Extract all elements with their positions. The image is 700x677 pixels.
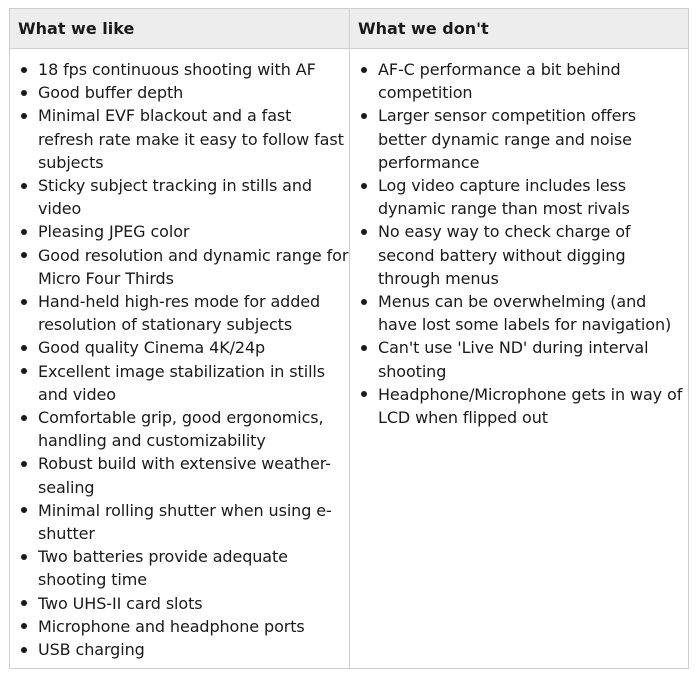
list-item: Minimal rolling shutter when using e-shutter xyxy=(38,499,349,545)
list-item: Sticky subject tracking in stills and video xyxy=(38,174,349,220)
list-item: Good quality Cinema 4K/24p xyxy=(38,336,349,359)
list-item: Robust build with extensive weather-sealing xyxy=(38,452,349,498)
likes-cell xyxy=(10,49,350,668)
list-item: Excellent image stabilization in stills and video xyxy=(38,360,349,406)
list-item: No easy way to check charge of second battery without digging through menus xyxy=(378,220,688,290)
list-item: Log video capture includes less dynamic range than most rivals xyxy=(378,174,688,220)
pros-cons-table xyxy=(9,8,689,669)
likes-list xyxy=(10,58,349,661)
likes-header: What we like xyxy=(10,9,350,49)
list-item: Hand-held high-res mode for added resolution of stationary subjects xyxy=(38,290,349,336)
list-item: Pleasing JPEG color xyxy=(38,220,349,243)
list-item: 18 fps continuous shooting with AF xyxy=(38,58,349,81)
dislikes-header: What we don't xyxy=(350,9,688,49)
dislikes-list xyxy=(350,58,688,429)
list-item: USB charging xyxy=(38,638,349,661)
list-item: Minimal EVF blackout and a fast refresh rate make it easy to follow fast subjects xyxy=(38,104,349,174)
list-item: Microphone and headphone ports xyxy=(38,615,349,638)
list-item: AF-C performance a bit behind competition xyxy=(378,58,688,104)
list-item: Headphone/Microphone gets in way of LCD when flipped out xyxy=(378,383,688,429)
dislikes-cell xyxy=(350,49,688,668)
list-item: Two UHS-II card slots xyxy=(38,592,349,615)
list-item: Two batteries provide adequate shooting time xyxy=(38,545,349,591)
list-item: Can't use 'Live ND' during interval shooting xyxy=(378,336,688,382)
list-item: Comfortable grip, good ergonomics, handling and customizability xyxy=(38,406,349,452)
list-item: Good buffer depth xyxy=(38,81,349,104)
list-item: Menus can be overwhelming (and have lost some labels for navigation) xyxy=(378,290,688,336)
list-item: Larger sensor competition offers better dynamic range and noise performance xyxy=(378,104,688,174)
list-item: Good resolution and dynamic range for Micro Four Thirds xyxy=(38,244,349,290)
